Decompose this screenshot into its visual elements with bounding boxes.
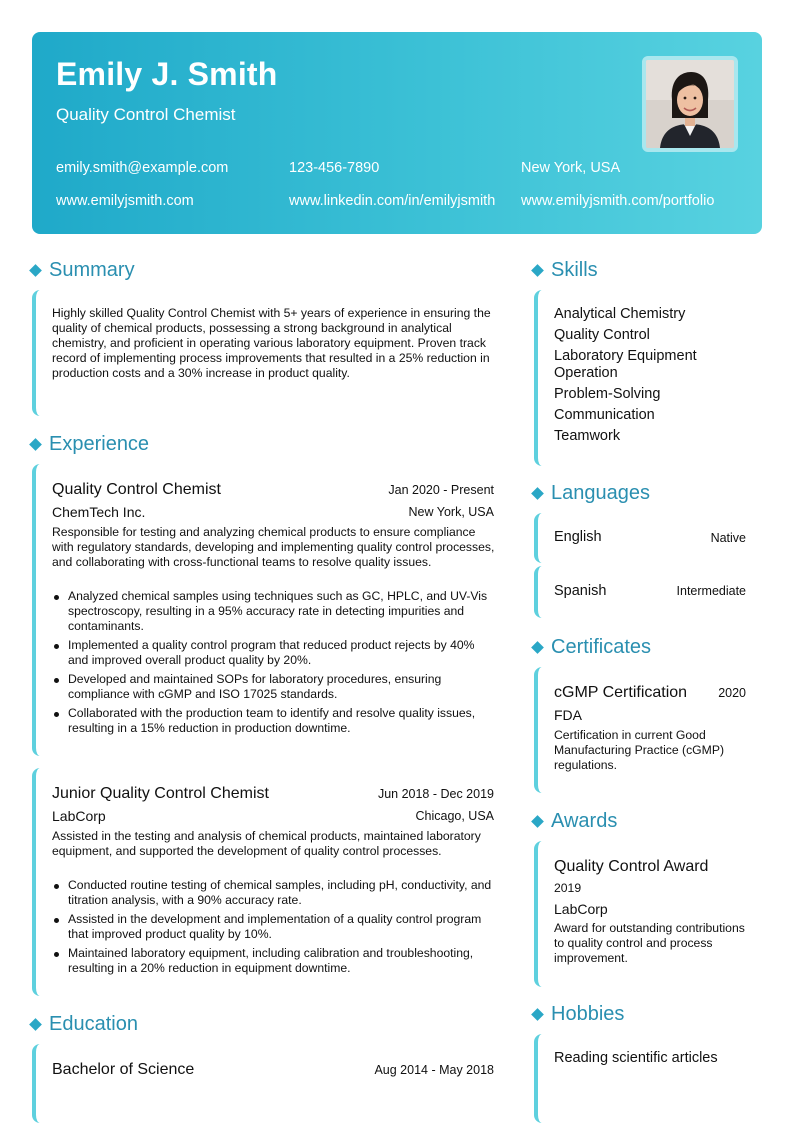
- section-heading-summary: [31, 259, 135, 282]
- section-heading-skills: [533, 259, 598, 282]
- skill-item: Quality Control: [554, 327, 650, 343]
- education-item: [32, 1044, 498, 1123]
- section-heading-experience: [31, 433, 149, 456]
- experience-item: [32, 464, 498, 756]
- language-name: Spanish: [554, 583, 607, 599]
- certificate-year: 2020: [718, 686, 746, 700]
- language-level: Intermediate: [676, 584, 746, 598]
- award-description: Award for outstanding contributions to quality control and process improvement.: [554, 921, 745, 965]
- diamond-icon: [29, 1018, 42, 1031]
- achievement-item: Conducted routine testing of chemical samples, including pH, conductivity, and titration analysis, with a 90% accuracy rate.: [52, 878, 498, 908]
- section-title: Awards: [551, 810, 618, 832]
- section-title: Skills: [551, 259, 598, 281]
- section-title: Certificates: [551, 636, 652, 658]
- section-title: Hobbies: [551, 1003, 625, 1025]
- diamond-icon: [531, 815, 544, 828]
- job-role: Quality Control Chemist: [56, 105, 236, 124]
- job-location: Chicago, USA: [415, 809, 494, 823]
- summary-box: [32, 290, 498, 416]
- diamond-icon: [531, 1008, 544, 1021]
- education-dates: Aug 2014 - May 2018: [374, 1063, 494, 1077]
- certificate-name: cGMP Certification: [554, 684, 688, 701]
- degree-name: Bachelor of Science: [52, 1061, 195, 1078]
- language-name: English: [554, 529, 602, 545]
- award-item: [534, 841, 762, 987]
- achievement-list: [52, 589, 498, 740]
- location-text: New York, USA: [521, 160, 621, 176]
- diamond-icon: [29, 264, 42, 277]
- achievement-item: Developed and maintained SOPs for laboratory procedures, ensuring compliance with cGMP and ISO 17025 standards.: [52, 672, 498, 702]
- job-description: Responsible for testing and analyzing chemical products to ensure compliance with regulatory standards, developing and implementing quality control processes, and collaborating with cross-functional teams to resolve quality issues.: [52, 525, 495, 569]
- language-level: Native: [710, 531, 746, 545]
- skills-box: [534, 290, 762, 466]
- diamond-icon: [531, 641, 544, 654]
- profile-photo: [642, 56, 738, 152]
- achievement-list: [52, 878, 498, 980]
- email-link[interactable]: emily.smith@example.com: [56, 160, 229, 176]
- skill-item: Problem-Solving: [554, 386, 661, 402]
- diamond-icon: [531, 487, 544, 500]
- language-item: [534, 566, 762, 618]
- portfolio-link[interactable]: www.emilyjsmith.com/portfolio: [521, 193, 715, 209]
- experience-item: [32, 768, 498, 996]
- avatar-icon: [646, 60, 734, 148]
- certificate-item: [534, 667, 762, 793]
- award-name: Quality Control Award: [554, 858, 709, 875]
- skill-item: Teamwork: [554, 428, 621, 444]
- section-title: Languages: [551, 482, 650, 504]
- section-title: Education: [49, 1013, 138, 1035]
- achievement-item: Maintained laboratory equipment, including calibration and troubleshooting, resulting in a 20% reduction in equipment downtime.: [52, 946, 498, 976]
- header-banner: [32, 32, 762, 234]
- section-heading-certificates: [533, 636, 651, 659]
- hobby-item: Reading scientific articles: [554, 1050, 718, 1066]
- full-name: Emily J. Smith: [56, 56, 278, 92]
- achievement-item: Implemented a quality control program that reduced product rejects by 40% and improved overall product quality by 20%.: [52, 638, 498, 668]
- section-heading-hobbies: [533, 1003, 624, 1026]
- diamond-icon: [29, 438, 42, 451]
- job-description: Assisted in the testing and analysis of chemical products, maintained laboratory equipment, and supported the development of quality control processes.: [52, 829, 481, 858]
- section-heading-awards: [533, 810, 617, 833]
- job-title: Quality Control Chemist: [52, 481, 221, 498]
- company-name: ChemTech Inc.: [52, 504, 146, 520]
- award-year: 2019: [554, 881, 582, 895]
- language-item: [534, 513, 762, 563]
- award-issuer: LabCorp: [554, 901, 608, 917]
- job-title: Junior Quality Control Chemist: [52, 785, 269, 802]
- job-dates: Jun 2018 - Dec 2019: [377, 787, 494, 801]
- section-title: Experience: [49, 433, 150, 455]
- hobbies-box: [534, 1034, 762, 1123]
- certificate-description: Certification in current Good Manufacturing Practice (cGMP) regulations.: [554, 728, 725, 772]
- linkedin-link[interactable]: www.linkedin.com/in/emilyjsmith: [289, 193, 496, 209]
- achievement-item: Analyzed chemical samples using techniques such as GC, HPLC, and UV-Vis spectroscopy, resulting in a 95% accuracy rate in detecting impurities and contaminants.: [52, 589, 498, 634]
- website-link[interactable]: www.emilyjsmith.com: [56, 193, 194, 209]
- skill-item: Laboratory Equipment Operation: [554, 348, 697, 381]
- skill-item: Communication: [554, 407, 655, 423]
- job-dates: Jan 2020 - Present: [388, 483, 494, 497]
- section-title: Summary: [49, 259, 135, 281]
- section-heading-languages: [533, 482, 650, 505]
- achievement-item: Assisted in the development and implementation of a quality control program that improved product quality by 10%.: [52, 912, 498, 942]
- company-name: LabCorp: [52, 808, 106, 824]
- diamond-icon: [531, 264, 544, 277]
- phone-number[interactable]: 123-456-7890: [289, 160, 380, 176]
- job-location: New York, USA: [408, 505, 494, 519]
- summary-text: Highly skilled Quality Control Chemist with 5+ years of experience in ensuring the quality of chemical products, possessing a strong background in analytical chemistry, and proficient in operating various laboratory equipment. Proven track record of implementing process improvements that resulted in a 25% reduction in production costs and a 30% increase in product quality.: [52, 306, 491, 380]
- skill-item: Analytical Chemistry: [554, 306, 686, 322]
- certificate-issuer: FDA: [554, 707, 582, 723]
- section-heading-education: [31, 1013, 138, 1036]
- achievement-item: Collaborated with the production team to identify and resolve quality issues, resulting in a 15% reduction in production downtime.: [52, 706, 498, 736]
